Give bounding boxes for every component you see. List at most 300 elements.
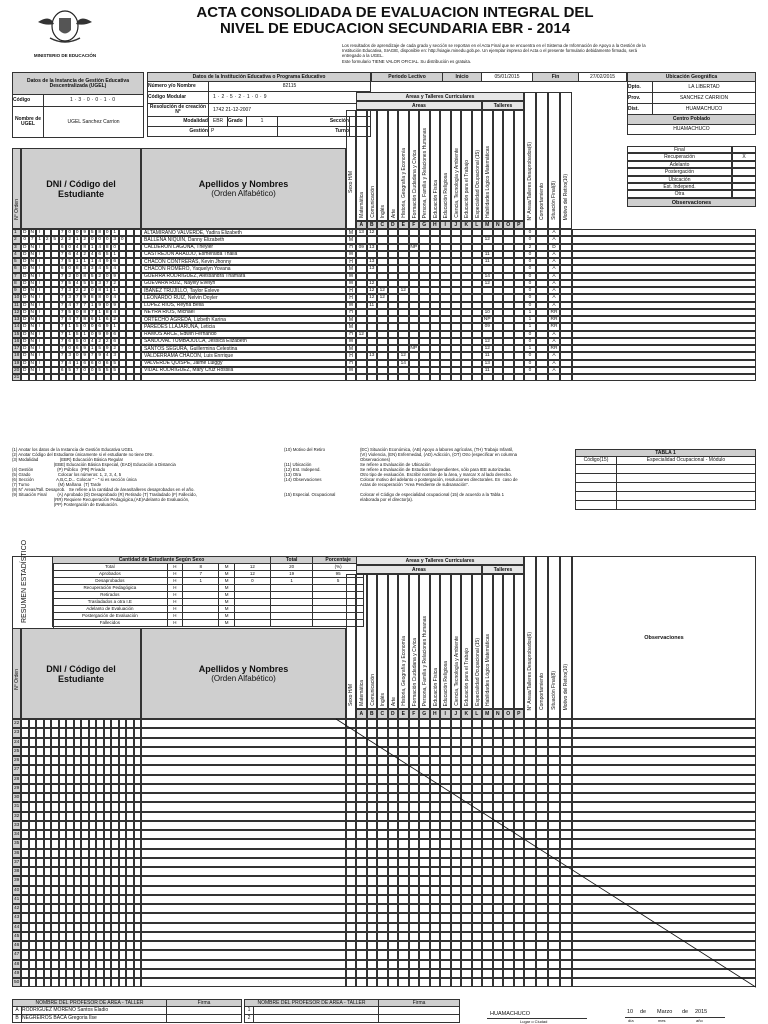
dni-digit bbox=[29, 273, 37, 280]
dni-digit bbox=[104, 331, 112, 338]
cell-text: 0 bbox=[75, 353, 79, 359]
cell-text: 0 bbox=[90, 324, 94, 330]
dni-digit bbox=[44, 323, 52, 330]
grade-cell bbox=[440, 302, 451, 309]
dni-digit bbox=[89, 338, 97, 345]
grade-cell bbox=[440, 331, 451, 338]
dni-digit bbox=[36, 287, 44, 294]
grade-cell bbox=[451, 265, 462, 272]
situacion-cell bbox=[548, 258, 560, 265]
grade-cell bbox=[493, 374, 504, 381]
cell-text: 2 bbox=[113, 280, 117, 286]
grade-cell bbox=[472, 280, 483, 287]
dni-digit bbox=[44, 244, 52, 251]
grade-cell bbox=[367, 367, 378, 374]
grade-cell bbox=[430, 331, 441, 338]
orden-label: N° Orden bbox=[14, 669, 20, 690]
procedure-item: Final bbox=[627, 146, 732, 153]
cell-text: CHACON ROMERO, Yaquelyn Yovana bbox=[144, 266, 231, 272]
desap-cell bbox=[524, 345, 536, 352]
summary-pct-value: 5 bbox=[313, 578, 364, 585]
cell-text: 6 bbox=[90, 360, 94, 366]
cell-text: 13 bbox=[369, 266, 375, 272]
dni-digit bbox=[119, 273, 127, 280]
grade-cell bbox=[377, 273, 388, 280]
grade-cell bbox=[461, 345, 472, 352]
dni-digit bbox=[66, 360, 74, 367]
cell-text: RR bbox=[550, 317, 558, 323]
dni-digit bbox=[134, 302, 142, 309]
comport-cell bbox=[536, 302, 548, 309]
summary-row-label: Recuperación Pedagógica bbox=[53, 585, 168, 592]
grade-cell bbox=[377, 374, 388, 381]
grade-cell bbox=[493, 316, 504, 323]
summary-m-value: 0 bbox=[234, 578, 270, 585]
dni-digit bbox=[89, 352, 97, 359]
grade-cell bbox=[356, 316, 367, 323]
student-name bbox=[141, 236, 346, 243]
grade-cell bbox=[430, 367, 441, 374]
cell-text: 1 bbox=[38, 237, 42, 243]
student-sex bbox=[346, 309, 356, 316]
observaciones-cell bbox=[572, 360, 756, 367]
cell-text: Areas y Talleres Curriculares bbox=[405, 557, 475, 564]
desap-cell bbox=[524, 244, 536, 251]
grade-cell bbox=[356, 294, 367, 301]
prof-row-name: NEGREIROS BACA Gregoria Ilse bbox=[22, 1015, 167, 1023]
cell-text: 35 bbox=[14, 841, 20, 847]
dni-digit bbox=[66, 280, 74, 287]
grade-cell bbox=[419, 360, 430, 367]
cell-text: I bbox=[39, 251, 41, 257]
dni-digit bbox=[74, 323, 82, 330]
motivo-header bbox=[560, 92, 572, 229]
grade-cell bbox=[514, 323, 525, 330]
comport-cell bbox=[536, 345, 548, 352]
cell-text: A bbox=[552, 353, 556, 359]
grade-cell bbox=[367, 374, 378, 381]
dni-digit bbox=[134, 244, 142, 251]
procedure-mark[interactable] bbox=[732, 161, 756, 168]
dni-digit bbox=[21, 360, 29, 367]
subject-letter bbox=[451, 221, 462, 229]
grade-cell bbox=[356, 323, 367, 330]
grade-cell bbox=[440, 367, 451, 374]
dni-digit bbox=[96, 302, 104, 309]
procedure-item: Est. Independ. bbox=[627, 183, 732, 190]
cell-text: 13 bbox=[14, 317, 20, 323]
grade-cell bbox=[503, 309, 514, 316]
procedure-mark[interactable] bbox=[732, 183, 756, 190]
dni-digit bbox=[81, 287, 89, 294]
cell-text: 1 bbox=[90, 346, 94, 352]
row-number bbox=[12, 280, 21, 287]
summary-m-label: M bbox=[219, 564, 234, 571]
dni-digit bbox=[59, 309, 67, 316]
dni-digit bbox=[111, 251, 119, 258]
grade-cell bbox=[482, 374, 493, 381]
student-name bbox=[141, 345, 346, 352]
grade-cell bbox=[398, 367, 409, 374]
cell-text: 49 bbox=[14, 970, 20, 976]
date-de1: de bbox=[640, 1009, 647, 1015]
cell-text: 1 bbox=[68, 331, 72, 337]
grade-cell bbox=[503, 367, 514, 374]
desap-cell bbox=[524, 251, 536, 258]
grade-cell bbox=[482, 360, 493, 367]
cell-text: I bbox=[39, 346, 41, 352]
grade-cell bbox=[514, 367, 525, 374]
grade-cell bbox=[388, 280, 399, 287]
grade-cell bbox=[482, 244, 493, 251]
cell-text: D bbox=[23, 288, 27, 294]
desap-header-label: N° Areas/Talleres Desaprobados(6) bbox=[527, 141, 533, 220]
cell-text: 7 bbox=[105, 280, 109, 286]
cell-text: A bbox=[359, 222, 364, 228]
dni-digit bbox=[51, 345, 59, 352]
cell-text: 0 bbox=[90, 367, 94, 373]
dni-digit bbox=[111, 273, 119, 280]
desap-cell bbox=[524, 323, 536, 330]
cell-text: 9 bbox=[98, 353, 102, 359]
dni-digit bbox=[66, 352, 74, 359]
dni-digit bbox=[59, 294, 67, 301]
grade-cell bbox=[398, 258, 409, 265]
grade-cell bbox=[409, 273, 420, 280]
subject-label: Habilidades Lógico Matemáticas bbox=[485, 146, 491, 218]
grade-cell bbox=[409, 316, 420, 323]
grade-cell bbox=[451, 236, 462, 243]
procedure-mark[interactable] bbox=[732, 146, 756, 153]
dni-digit bbox=[51, 316, 59, 323]
situacion-cell bbox=[548, 236, 560, 243]
student-sex bbox=[346, 251, 356, 258]
cell-text: A bbox=[552, 280, 556, 286]
dni-digit bbox=[111, 302, 119, 309]
procedure-mark[interactable] bbox=[732, 190, 756, 197]
grade-cell bbox=[377, 302, 388, 309]
student-name bbox=[141, 244, 346, 251]
cell-text: 12 bbox=[400, 353, 406, 359]
student-sex bbox=[346, 352, 356, 359]
subject-label: Educación Religiosa bbox=[443, 660, 449, 706]
motivo-cell bbox=[560, 360, 572, 367]
grade-cell bbox=[451, 345, 462, 352]
prof-row-letter: 2 bbox=[245, 1015, 254, 1023]
dni-digit bbox=[74, 280, 82, 287]
student-name bbox=[141, 302, 346, 309]
dni-digit bbox=[59, 374, 67, 381]
dni-digit bbox=[134, 258, 142, 265]
dni-digit bbox=[104, 316, 112, 323]
cell-text: A bbox=[552, 251, 556, 257]
grade-cell bbox=[493, 273, 504, 280]
grade-cell bbox=[461, 309, 472, 316]
desap-header-label: N° Areas/Talleres Desaprobados(6) bbox=[527, 631, 533, 710]
row-number bbox=[12, 316, 21, 323]
dni-digit bbox=[96, 287, 104, 294]
gestion-label: Gestión bbox=[148, 127, 209, 137]
subject-header bbox=[409, 110, 420, 221]
cell-text: 14 bbox=[14, 324, 20, 330]
dni-digit bbox=[44, 236, 52, 243]
grade-cell bbox=[493, 352, 504, 359]
cell-text: E bbox=[401, 711, 405, 717]
grade-cell bbox=[472, 236, 483, 243]
cell-text: N bbox=[30, 259, 34, 265]
cell-text: SANDOVAL TUMBAJULCA, Jessica Elizabeth bbox=[144, 338, 247, 344]
dni-digit bbox=[96, 331, 104, 338]
motivo-cell bbox=[560, 367, 572, 374]
dni-digit bbox=[36, 331, 44, 338]
row-number bbox=[12, 273, 21, 280]
motivo-cell bbox=[560, 323, 572, 330]
dni-digit bbox=[89, 374, 97, 381]
grade-cell bbox=[503, 331, 514, 338]
dni-digit bbox=[134, 345, 142, 352]
grade-cell bbox=[440, 316, 451, 323]
grade-cell bbox=[472, 345, 483, 352]
cell-text: D bbox=[23, 317, 27, 323]
cell-text: SANTOS SEGURA, Guillermina Celestina bbox=[144, 346, 238, 352]
cell-text: 3 bbox=[68, 295, 72, 301]
cell-text: 46 bbox=[14, 943, 20, 949]
dni-digit bbox=[59, 331, 67, 338]
cell-text: RR bbox=[550, 324, 558, 330]
dni-digit bbox=[134, 338, 142, 345]
procedure-mark[interactable] bbox=[732, 168, 756, 175]
cell-text: N bbox=[30, 346, 34, 352]
grade-cell bbox=[514, 374, 525, 381]
cell-text: 2 bbox=[45, 237, 49, 243]
grade-cell bbox=[451, 309, 462, 316]
cell-text: 26 bbox=[14, 758, 20, 764]
cell-text: 7 bbox=[83, 302, 87, 308]
cell-text: N bbox=[30, 280, 34, 286]
comport-header bbox=[536, 92, 548, 229]
observaciones-cell bbox=[572, 302, 756, 309]
cell-text: H bbox=[432, 711, 437, 717]
motivo-cell bbox=[560, 316, 572, 323]
grade-cell bbox=[367, 302, 378, 309]
grade-cell bbox=[440, 287, 451, 294]
desap-cell bbox=[524, 302, 536, 309]
subject-label: Especialidad Ocupacional (15) bbox=[474, 638, 481, 706]
dni-digit bbox=[134, 352, 142, 359]
cell-text: I bbox=[39, 353, 41, 359]
grade-cell bbox=[377, 345, 388, 352]
cell-text: 19 bbox=[14, 360, 20, 366]
desap-header bbox=[524, 92, 536, 229]
cell-text: O bbox=[506, 711, 511, 717]
dni-digit bbox=[126, 302, 134, 309]
subject-letter bbox=[472, 221, 483, 229]
cell-text: 23 bbox=[14, 730, 20, 736]
grade-cell bbox=[482, 280, 493, 287]
cell-text: N bbox=[30, 324, 34, 330]
cell-text: 2 bbox=[83, 288, 87, 294]
ugel-header: Datos de la Instancia de Gestión Educativa Descentralizada (UGEL) bbox=[13, 73, 144, 95]
dni-digit bbox=[59, 302, 67, 309]
dni-digit bbox=[74, 273, 82, 280]
dni-digit bbox=[21, 302, 29, 309]
cell-text: 2 bbox=[83, 251, 87, 257]
grade-cell bbox=[419, 331, 430, 338]
grade-cell bbox=[503, 265, 514, 272]
dni-digit bbox=[111, 294, 119, 301]
dni-digit bbox=[81, 316, 89, 323]
grade-cell bbox=[430, 352, 441, 359]
firma-label: Firma bbox=[379, 1000, 460, 1007]
grade-cell bbox=[503, 345, 514, 352]
grade-cell bbox=[493, 302, 504, 309]
dni-digit bbox=[66, 323, 74, 330]
dni-digit bbox=[44, 316, 52, 323]
grade-cell bbox=[514, 258, 525, 265]
dni-digit bbox=[134, 229, 142, 236]
cell-text: H bbox=[432, 222, 437, 228]
grade-cell bbox=[430, 265, 441, 272]
cell-text: NEYRA RIOS, Michael bbox=[144, 309, 195, 315]
date-year: 2015 bbox=[695, 1009, 708, 1015]
grade-cell bbox=[451, 331, 462, 338]
subject-label: Comunicación bbox=[369, 186, 376, 218]
cell-text: 39 bbox=[14, 878, 20, 884]
dni-digit bbox=[89, 316, 97, 323]
dni-digit bbox=[104, 345, 112, 352]
grade-cell bbox=[388, 345, 399, 352]
dni-digit bbox=[74, 345, 82, 352]
grade-cell bbox=[419, 244, 430, 251]
cell-text: N bbox=[30, 317, 34, 323]
cell-text: 6 bbox=[105, 317, 109, 323]
dni-digit bbox=[89, 251, 97, 258]
grade-cell bbox=[409, 251, 420, 258]
student-sex bbox=[346, 258, 356, 265]
subject-letter bbox=[367, 221, 378, 229]
grade-cell bbox=[367, 251, 378, 258]
grade-cell bbox=[482, 236, 493, 243]
cell-text: 7 bbox=[60, 230, 64, 236]
cell-text: 2 bbox=[75, 288, 79, 294]
dni-digit bbox=[36, 309, 44, 316]
cell-text: 6 bbox=[98, 251, 102, 257]
dni-digit bbox=[89, 367, 97, 374]
cell-text: N bbox=[30, 266, 34, 272]
cell-text: 32 bbox=[14, 813, 20, 819]
grade-cell bbox=[398, 287, 409, 294]
cell-text: 21 bbox=[14, 375, 20, 381]
cell-text: 36 bbox=[14, 850, 20, 856]
grade-cell bbox=[377, 360, 388, 367]
dni-digit bbox=[21, 273, 29, 280]
dni-digit bbox=[44, 309, 52, 316]
summary-row-label: Retirados bbox=[53, 592, 168, 599]
cell-text: J bbox=[454, 711, 458, 717]
summary-h-label: H bbox=[167, 613, 182, 620]
cell-text: 11 bbox=[369, 302, 375, 308]
subject-header bbox=[430, 110, 441, 221]
dni-digit bbox=[96, 294, 104, 301]
grade-cell bbox=[503, 316, 514, 323]
dni-digit bbox=[96, 265, 104, 272]
grade-cell bbox=[461, 323, 472, 330]
cell-text: BALLENA NIQUIN, Danny Elizabeth bbox=[144, 237, 225, 243]
cell-text: 2 bbox=[60, 237, 64, 243]
cell-text: A bbox=[552, 230, 556, 236]
cell-text: M bbox=[348, 317, 354, 323]
cell-text: H bbox=[349, 259, 353, 265]
cell-text: 12 bbox=[358, 331, 364, 337]
orden-header bbox=[12, 148, 21, 229]
prof-row-letter: A bbox=[13, 1007, 22, 1015]
cell-text: I bbox=[39, 230, 41, 236]
procedure-mark[interactable]: X bbox=[732, 153, 756, 160]
cell-text: 7 bbox=[60, 317, 64, 323]
grade-cell bbox=[409, 244, 420, 251]
cell-text: 1 bbox=[14, 230, 17, 236]
dni-digit bbox=[119, 287, 127, 294]
cell-text: M bbox=[485, 711, 490, 717]
grade-cell bbox=[356, 331, 367, 338]
summary-m-label: M bbox=[219, 578, 234, 585]
modalidad-label: Modalidad bbox=[148, 117, 209, 127]
grade-cell bbox=[482, 273, 493, 280]
grade-cell bbox=[493, 244, 504, 251]
cell-text: D bbox=[23, 309, 27, 315]
cell-text: 9 bbox=[105, 346, 109, 352]
cell-text: 1 bbox=[113, 230, 117, 236]
cell-text: Talleres bbox=[493, 566, 513, 573]
grade-cell bbox=[388, 265, 399, 272]
dni-digit bbox=[134, 374, 142, 381]
subject-header bbox=[419, 110, 430, 221]
cell-text: Areas bbox=[412, 102, 426, 109]
dni-digit bbox=[126, 338, 134, 345]
student-sex bbox=[346, 316, 356, 323]
cell-text: 0 bbox=[105, 230, 109, 236]
dni-digit bbox=[21, 367, 29, 374]
cell-text: N bbox=[30, 360, 34, 366]
cell-text: O bbox=[506, 222, 511, 228]
cell-text: NP bbox=[410, 346, 418, 352]
cell-text: 4 bbox=[14, 251, 17, 257]
cell-text: 5 bbox=[90, 230, 94, 236]
dni-digit bbox=[81, 331, 89, 338]
procedure-item: Recuperación bbox=[627, 153, 732, 160]
grade-cell bbox=[514, 236, 525, 243]
cell-text: 0 bbox=[113, 244, 117, 250]
dni-digit bbox=[36, 323, 44, 330]
grade-cell bbox=[440, 280, 451, 287]
observaciones-cell bbox=[572, 251, 756, 258]
student-name bbox=[141, 294, 346, 301]
intro-text bbox=[342, 43, 762, 64]
procedure-mark[interactable] bbox=[732, 176, 756, 183]
city: HUAMACHUCO bbox=[490, 1011, 531, 1017]
grade-cell bbox=[503, 352, 514, 359]
dni-digit bbox=[81, 338, 89, 345]
cell-text: 17 bbox=[14, 346, 20, 352]
cell-text: K bbox=[464, 711, 469, 717]
motivo-cell bbox=[560, 265, 572, 272]
cell-text: 12 bbox=[400, 288, 406, 294]
grade-cell bbox=[409, 345, 420, 352]
grade-cell bbox=[356, 244, 367, 251]
cell-text: 1 bbox=[528, 324, 532, 330]
cell-text: Areas y Talleres Curriculares bbox=[405, 93, 475, 100]
grade-cell bbox=[356, 258, 367, 265]
